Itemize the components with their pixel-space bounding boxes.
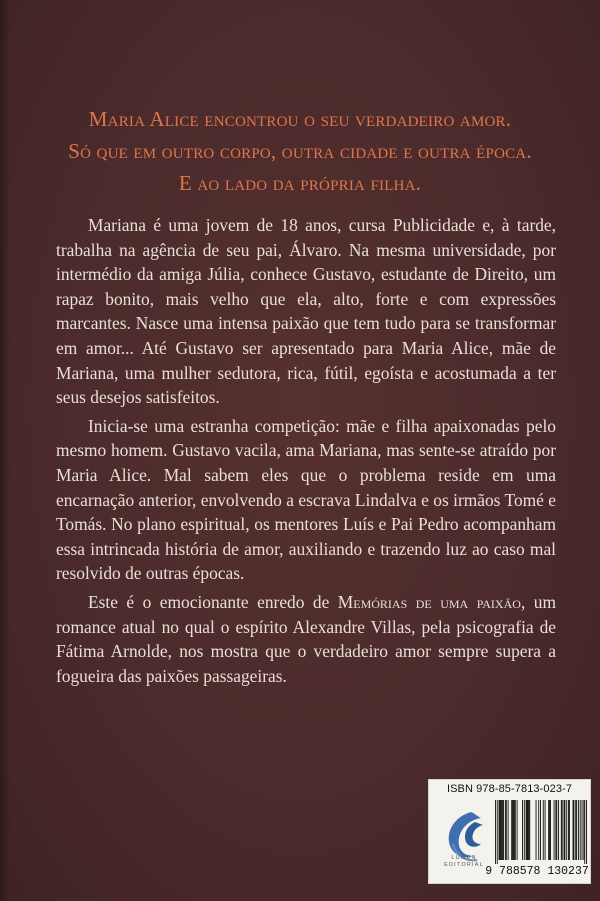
barcode-bar (566, 800, 567, 860)
barcode-bar (515, 800, 516, 860)
tagline-line-1: Maria Alice encontrou o seu verdadeiro amor. (88, 107, 512, 131)
publisher-logo-text: LÚMEN EDITORIAL (444, 855, 484, 868)
barcode-bar (583, 800, 584, 860)
barcode-bar (526, 800, 527, 860)
barcode-bar (540, 800, 541, 860)
synopsis-paragraph-1: Mariana é uma jovem de 18 anos, cursa Publicidade e, à tarde, trabalha na agência de seu pai, Álvaro. Na mesma universidade, por intermédio da amiga Júlia, conhece Gustavo, estudante de Direito, um rapaz bonito, mais velho que ela, alto, forte e com expressões marcantes. Nasce uma intensa paixão que tem tudo para se transformar em amor... Até Gustavo ser apresentado para Maria Alice, mãe de Mariana, uma mulher sedutora, rica, fútil, egoísta e acostumada a ter seus desejos satisfeitos. (56, 215, 556, 408)
barcode-bar (555, 800, 556, 860)
book-title-mention: Memórias de uma paixão (337, 591, 521, 612)
barcode-bar (500, 800, 501, 860)
barcode-bar (529, 800, 530, 860)
barcode-bar (527, 800, 528, 860)
barcode-bar (564, 800, 565, 860)
barcode-bar (511, 800, 512, 860)
barcode-bar (548, 800, 549, 860)
barcode-bar (578, 800, 579, 860)
barcode-bar (517, 800, 518, 860)
barcode-bar (527, 800, 528, 860)
barcode-bar (573, 800, 574, 860)
barcode-bar (573, 800, 574, 860)
barcode-bar (503, 800, 504, 860)
barcode-bar (502, 800, 503, 860)
barcode-bar (586, 800, 587, 864)
barcode-bar (545, 800, 546, 860)
barcode-bar (512, 800, 513, 860)
barcode-bar (506, 800, 507, 860)
barcode-bar (508, 800, 509, 860)
barcode-bar (554, 800, 555, 860)
barcode-bar (580, 800, 581, 860)
tagline-line-2: Só que em outro corpo, outra cidade e outra época. (68, 139, 532, 163)
barcode-bar (499, 800, 500, 860)
barcode-bar (558, 800, 559, 860)
barcode-digits: 9 788578 130237 (485, 865, 589, 878)
barcode-bar (556, 800, 557, 860)
barcode-bar (524, 800, 525, 860)
barcode-bar (500, 800, 501, 860)
barcode-bar (495, 800, 496, 864)
barcode-bar (582, 800, 583, 860)
synopsis-p3-end: , um romance atual no qual o espírito Alexandre Villas, pela psicografia de Fátima Arnolde, nos mostra que o verdadeiro amor sempre supera a fogueira das paixões passageiras. (56, 591, 556, 686)
barcode-bar (543, 800, 544, 860)
barcode-bar (538, 800, 539, 860)
barcode-bar (522, 800, 523, 860)
barcode-bar (513, 800, 514, 860)
barcode-bar (550, 800, 551, 860)
synopsis (56, 213, 556, 692)
barcode-bar (514, 800, 515, 860)
barcode-bar (549, 800, 550, 860)
synopsis-p3-start: Este é o emocionante enredo de (88, 591, 338, 612)
barcode-bar (528, 800, 529, 860)
barcode-bar (568, 800, 569, 860)
barcode-bar (501, 800, 502, 860)
barcode-panel (428, 779, 591, 884)
barcode-bar (576, 800, 577, 860)
barcode-bar (562, 800, 563, 860)
isbn-label: ISBN 978-85-7813-023-7 (446, 783, 573, 795)
tagline (0, 103, 600, 199)
barcode-bar (584, 800, 585, 864)
barcode-bar (575, 800, 576, 860)
tagline-line-3: E ao lado da própria filha. (178, 171, 422, 195)
barcode (495, 800, 587, 864)
barcode-bar (569, 800, 570, 860)
barcode-bar (505, 800, 506, 860)
barcode-bar (497, 800, 498, 864)
barcode-bar (561, 800, 562, 860)
barcode-bar (564, 800, 565, 860)
synopsis-paragraph-3 (56, 590, 556, 688)
barcode-bar (536, 800, 537, 860)
synopsis-paragraph-2: Inicia-se uma estranha competição: mãe e filha apaixonadas pelo mesmo homem. Gustavo vacila, ama Mariana, mas sente-se atraído por Maria Alice. Mal sabem eles que o problema reside em uma encarnação anterior, envolvendo a escrava Lindalva e os irmãos Tomé e Tomás. No plano espiritual, os mentores Luís e Pai Pedro acompanham essa intrincada história de amor, auxiliando e trazendo luz ao caso mal resolvido de outras épocas. (56, 415, 556, 584)
